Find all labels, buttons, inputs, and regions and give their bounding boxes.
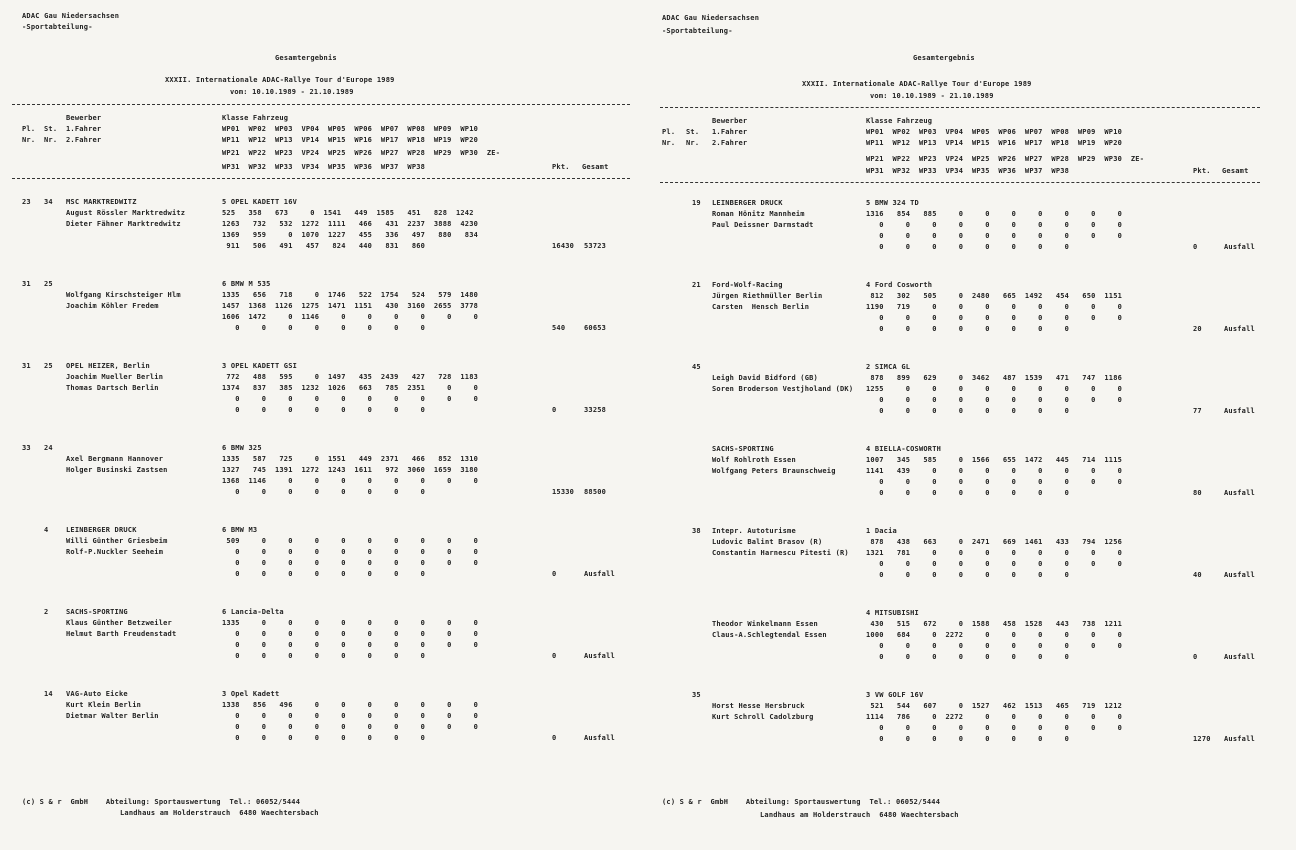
entry-times-row: 1327 745 1391 1272 1243 1611 972 3060 1659 3180 xyxy=(222,466,479,474)
entry-nr: 38 xyxy=(692,527,701,535)
col-klasse: Klasse Fahrzeug xyxy=(222,114,289,122)
entry-klasse: 3 OPEL KADETT GSI xyxy=(222,362,298,370)
entry-klasse: 3 Opel Kadett xyxy=(222,690,280,698)
entry-pkt: 40 xyxy=(1193,571,1202,579)
entry-pkt: 16430 xyxy=(552,242,575,250)
entry-times-row: 0 0 0 0 0 0 0 0 xyxy=(866,243,1070,251)
entry-gesamt: 53723 xyxy=(584,242,607,250)
page-heading: Gesamtergebnis xyxy=(275,54,337,62)
entry-fahrer1: Leigh David Bidford (GB) xyxy=(712,374,818,382)
entry-gesamt: 33258 xyxy=(584,406,607,414)
entry-times-row: 1190 719 0 0 0 0 0 0 0 0 xyxy=(866,303,1123,311)
org-department: -Sportabteilung- xyxy=(22,23,93,31)
page-heading: Gesamtergebnis xyxy=(913,54,975,62)
entry-times-row: 0 0 0 0 0 0 0 0 0 0 xyxy=(866,642,1123,650)
entry-times-row: 525 358 673 0 1541 449 1585 451 828 1242 xyxy=(222,209,474,217)
entry-klasse: 1 Dacia xyxy=(866,527,897,535)
entry-fahrer2: Helmut Barth Freudenstadt xyxy=(66,630,177,638)
col-fahrer1: 1.Fahrer xyxy=(712,128,748,136)
entry-fahrer1: Willi Günther Griesbeim xyxy=(66,537,168,545)
entry-bewerber: Ford-Wolf-Racing xyxy=(712,281,783,289)
entry-gesamt: Ausfall xyxy=(1224,325,1255,333)
entry-bewerber: LEINBERGER DRUCK xyxy=(712,199,783,207)
entry-times-row: 509 0 0 0 0 0 0 0 0 0 xyxy=(222,537,479,545)
entry-nr: 2 xyxy=(44,608,49,616)
entry-pkt: 20 xyxy=(1193,325,1202,333)
entry-times-row: 1335 0 0 0 0 0 0 0 0 0 xyxy=(222,619,479,627)
col-fahrer2: 2.Fahrer xyxy=(712,139,748,147)
entry-pkt: 0 xyxy=(1193,243,1198,251)
entry-pkt: 0 xyxy=(552,570,557,578)
entry-fahrer2: Paul Deissner Darmstadt xyxy=(712,221,814,229)
entry-fahrer2: Holger Businski Zastsen xyxy=(66,466,168,474)
entry-times-row: 0 0 0 0 0 0 0 0 0 0 xyxy=(222,712,479,720)
entry-times-row: 0 0 0 0 0 0 0 0 xyxy=(222,406,426,414)
col-gesamt: Gesamt xyxy=(582,163,609,171)
entry-times-row: 0 0 0 0 0 0 0 0 0 0 xyxy=(866,560,1123,568)
entry-times-row: 1255 0 0 0 0 0 0 0 0 0 xyxy=(866,385,1123,393)
entry-fahrer2: Wolfgang Peters Braunschweig xyxy=(712,467,836,475)
col-st: St. xyxy=(686,128,700,136)
entry-times-row: 1335 587 725 0 1551 449 2371 466 852 1310 xyxy=(222,455,479,463)
entry-fahrer1: Joachim Mueller Berlin xyxy=(66,373,164,381)
entry-pkt: 15330 xyxy=(552,488,575,496)
header-rule-top xyxy=(12,104,630,105)
col-wp-row2: WP11 WP12 WP13 VP14 WP15 WP16 WP17 WP18 WP19 WP20 xyxy=(866,139,1123,147)
entry-nr: 25 xyxy=(44,362,53,370)
col-nr: Nr. xyxy=(662,139,676,147)
entry-pl: 31 xyxy=(22,280,31,288)
entry-bewerber: SACHS-SPORTING xyxy=(712,445,774,453)
org-department: -Sportabteilung- xyxy=(662,27,733,35)
entry-gesamt: Ausfall xyxy=(584,652,615,660)
entry-fahrer1: Axel Bergmann Hannover xyxy=(66,455,164,463)
entry-gesamt: Ausfall xyxy=(584,570,615,578)
col-pkt: Pkt. xyxy=(552,163,570,171)
entry-fahrer2: Kurt Schroll Cadolzburg xyxy=(712,713,814,721)
entry-times-row: 0 0 0 0 0 0 0 0 0 0 xyxy=(866,221,1123,229)
entry-gesamt: Ausfall xyxy=(1224,571,1255,579)
col-wp-row4: WP31 WP32 WP33 VP34 WP35 WP36 WP37 WP38 xyxy=(222,163,426,171)
col-fahrer2: 2.Fahrer xyxy=(66,136,102,144)
entry-klasse: 4 Ford Cosworth xyxy=(866,281,933,289)
event-dates: vom: 10.10.1989 - 21.10.1989 xyxy=(230,88,354,96)
entry-fahrer2: Soren Broderson Vestjholand (DK) xyxy=(712,385,854,393)
entry-gesamt: Ausfall xyxy=(584,734,615,742)
entry-times-row: 1369 959 0 1070 1227 455 336 497 880 834 xyxy=(222,231,479,239)
entry-times-row: 0 0 0 0 0 0 0 0 xyxy=(222,570,426,578)
entry-fahrer1: Kurt Klein Berlin xyxy=(66,701,142,709)
col-nr2: Nr. xyxy=(686,139,700,147)
entry-nr: 19 xyxy=(692,199,701,207)
entry-times-row: 0 0 0 0 0 0 0 0 0 0 xyxy=(866,314,1123,322)
footer-company: (c) S & r GmbH Abteilung: Sportauswertung Tel.: 06052/5444 xyxy=(662,798,941,806)
entry-pkt: 0 xyxy=(552,734,557,742)
event-title: XXXII. Internationale ADAC-Rallye Tour d'Europe 1989 xyxy=(165,76,395,84)
entry-pkt: 77 xyxy=(1193,407,1202,415)
col-nr2: Nr. xyxy=(44,136,58,144)
entry-klasse: 6 Lancia-Delta xyxy=(222,608,284,616)
entry-times-row: 0 0 0 0 0 0 0 0 0 0 xyxy=(222,395,479,403)
entry-fahrer2: Rolf-P.Nuckler Seeheim xyxy=(66,548,164,556)
footer-company: (c) S & r GmbH Abteilung: Sportauswertung Tel.: 06052/5444 xyxy=(22,798,301,806)
entry-times-row: 0 0 0 0 0 0 0 0 xyxy=(222,324,426,332)
entry-times-row: 1374 837 385 1232 1026 663 785 2351 0 0 xyxy=(222,384,479,392)
entry-klasse: 5 OPEL KADETT 16V xyxy=(222,198,298,206)
entry-fahrer2: Claus-A.Schlegtendal Essen xyxy=(712,631,827,639)
entry-fahrer2: Thomas Dartsch Berlin xyxy=(66,384,159,392)
entry-times-row: 0 0 0 0 0 0 0 0 0 0 xyxy=(866,724,1123,732)
entry-pl: 23 xyxy=(22,198,31,206)
entry-times-row: 772 488 595 0 1497 435 2439 427 728 1183 xyxy=(222,373,479,381)
entry-times-row: 1321 781 0 0 0 0 0 0 0 0 xyxy=(866,549,1123,557)
col-nr: Nr. xyxy=(22,136,36,144)
entry-gesamt: Ausfall xyxy=(1224,243,1255,251)
entry-times-row: 0 0 0 0 0 0 0 0 xyxy=(222,734,426,742)
entry-times-row: 0 0 0 0 0 0 0 0 0 0 xyxy=(222,641,479,649)
entry-gesamt: 60653 xyxy=(584,324,607,332)
entry-bewerber: VAG-Auto Eicke xyxy=(66,690,128,698)
entry-pkt: 0 xyxy=(1193,653,1198,661)
entry-bewerber: OPEL HEIZER, Berlin xyxy=(66,362,150,370)
org-name: ADAC Gau Niedersachsen xyxy=(662,14,760,22)
header-rule-top xyxy=(660,107,1260,108)
entry-fahrer1: Roman Hönitz Mannheim xyxy=(712,210,805,218)
entry-klasse: 6 BMW 325 xyxy=(222,444,262,452)
left-page xyxy=(0,0,640,850)
col-bewerber: Bewerber xyxy=(712,117,748,125)
entry-fahrer2: Dieter Fähner Marktredwitz xyxy=(66,220,181,228)
entry-times-row: 911 506 491 457 824 440 831 860 xyxy=(222,242,426,250)
entry-times-row: 1316 854 885 0 0 0 0 0 0 0 xyxy=(866,210,1123,218)
col-wp-row1: WP01 WP02 WP03 VP04 WP05 WP06 WP07 WP08 WP09 WP10 xyxy=(222,125,479,133)
col-klasse: Klasse Fahrzeug xyxy=(866,117,933,125)
entry-fahrer2: Constantin Harnescu Pitesti (R) xyxy=(712,549,849,557)
entry-times-row: 1114 786 0 2272 0 0 0 0 0 0 xyxy=(866,713,1123,721)
entry-times-row: 0 0 0 0 0 0 0 0 xyxy=(866,735,1070,743)
entry-times-row: 878 438 663 0 2471 669 1461 433 794 1256 xyxy=(866,538,1123,546)
entry-times-row: 1338 856 496 0 0 0 0 0 0 0 xyxy=(222,701,479,709)
entry-fahrer1: Wolfgang Kirschsteiger Hlm xyxy=(66,291,181,299)
entry-times-row: 878 899 629 0 3462 487 1539 471 747 1186 xyxy=(866,374,1123,382)
entry-klasse: 4 BIELLA-COSWORTH xyxy=(866,445,942,453)
entry-pkt: 540 xyxy=(552,324,566,332)
footer-address: Landhaus am Holderstrauch 6480 Waechtersbach xyxy=(760,811,959,819)
entry-pkt: 80 xyxy=(1193,489,1202,497)
entry-times-row: 1263 732 532 1272 1111 466 431 2237 3888 4230 xyxy=(222,220,479,228)
entry-times-row: 0 0 0 0 0 0 0 0 xyxy=(866,653,1070,661)
entry-times-row: 430 515 672 0 1588 458 1528 443 738 1211 xyxy=(866,620,1123,628)
entry-nr: 25 xyxy=(44,280,53,288)
entry-bewerber: LEINBERGER DRUCK xyxy=(66,526,137,534)
entry-fahrer2: Dietmar Walter Berlin xyxy=(66,712,159,720)
col-fahrer1: 1.Fahrer xyxy=(66,125,102,133)
col-wp-row1: WP01 WP02 WP03 VP04 WP05 WP06 WP07 WP08 WP09 WP10 xyxy=(866,128,1123,136)
entry-gesamt: Ausfall xyxy=(1224,489,1255,497)
entry-times-row: 1368 1146 0 0 0 0 0 0 0 0 xyxy=(222,477,479,485)
entry-nr: 21 xyxy=(692,281,701,289)
entry-times-row: 0 0 0 0 0 0 0 0 xyxy=(222,652,426,660)
entry-klasse: 3 VW GOLF 16V xyxy=(866,691,924,699)
entry-gesamt: Ausfall xyxy=(1224,735,1255,743)
entry-pkt: 0 xyxy=(552,406,557,414)
entry-times-row: 0 0 0 0 0 0 0 0 0 0 xyxy=(222,630,479,638)
entry-pl: 31 xyxy=(22,362,31,370)
entry-gesamt: Ausfall xyxy=(1224,653,1255,661)
col-wp-row3: WP21 WP22 WP23 VP24 WP25 WP26 WP27 WP28 WP29 WP30 ZE- xyxy=(866,155,1145,163)
col-pl: Pl. xyxy=(662,128,676,136)
entry-times-row: 1335 656 718 0 1746 522 1754 524 579 1480 xyxy=(222,291,479,299)
footer-address: Landhaus am Holderstrauch 6480 Waechtersbach xyxy=(120,809,319,817)
entry-times-row: 0 0 0 0 0 0 0 0 0 0 xyxy=(866,478,1123,486)
entry-nr: 45 xyxy=(692,363,701,371)
entry-fahrer1: Jürgen Riethmüller Berlin xyxy=(712,292,823,300)
entry-bewerber: Intepr. Autoturisme xyxy=(712,527,796,535)
col-gesamt: Gesamt xyxy=(1222,167,1249,175)
entry-times-row: 0 0 0 0 0 0 0 0 0 0 xyxy=(866,396,1123,404)
col-wp-row4: WP31 WP32 WP33 VP34 WP35 WP36 WP37 WP38 xyxy=(866,167,1070,175)
entry-fahrer1: Theodor Winkelmann Essen xyxy=(712,620,818,628)
right-page xyxy=(648,0,1288,850)
entry-bewerber: MSC MARKTREDWITZ xyxy=(66,198,137,206)
entry-pkt: 0 xyxy=(552,652,557,660)
entry-nr: 4 xyxy=(44,526,49,534)
entry-times-row: 1000 684 0 2272 0 0 0 0 0 0 xyxy=(866,631,1123,639)
entry-times-row: 0 0 0 0 0 0 0 0 0 0 xyxy=(222,559,479,567)
entry-nr: 34 xyxy=(44,198,53,206)
entry-times-row: 0 0 0 0 0 0 0 0 xyxy=(866,407,1070,415)
entry-klasse: 4 MITSUBISHI xyxy=(866,609,919,617)
entry-times-row: 812 302 505 0 2480 665 1492 454 650 1151 xyxy=(866,292,1123,300)
col-st: St. xyxy=(44,125,58,133)
entry-gesamt: Ausfall xyxy=(1224,407,1255,415)
entry-gesamt: 88500 xyxy=(584,488,607,496)
header-rule-bottom xyxy=(12,178,630,179)
entry-times-row: 1007 345 585 0 1566 655 1472 445 714 1115 xyxy=(866,456,1123,464)
entry-bewerber: SACHS-SPORTING xyxy=(66,608,128,616)
entry-times-row: 1606 1472 0 1146 0 0 0 0 0 0 xyxy=(222,313,479,321)
entry-fahrer1: Horst Hesse Hersbruck xyxy=(712,702,805,710)
org-name: ADAC Gau Niedersachsen xyxy=(22,12,120,20)
entry-fahrer1: Wolf Rohlroth Essen xyxy=(712,456,796,464)
col-wp-row2: WP11 WP12 WP13 VP14 WP15 WP16 WP17 WP18 WP19 WP20 xyxy=(222,136,479,144)
entry-times-row: 0 0 0 0 0 0 0 0 xyxy=(866,325,1070,333)
header-rule-bottom xyxy=(660,182,1260,183)
entry-fahrer2: Joachim Köhler Fredem xyxy=(66,302,159,310)
entry-klasse: 6 BMW M3 xyxy=(222,526,258,534)
entry-nr: 24 xyxy=(44,444,53,452)
entry-times-row: 1141 439 0 0 0 0 0 0 0 0 xyxy=(866,467,1123,475)
entry-pkt: 1270 xyxy=(1193,735,1211,743)
col-pl: Pl. xyxy=(22,125,36,133)
entry-nr: 35 xyxy=(692,691,701,699)
entry-times-row: 0 0 0 0 0 0 0 0 xyxy=(866,489,1070,497)
entry-times-row: 521 544 607 0 1527 462 1513 465 719 1212 xyxy=(866,702,1123,710)
entry-times-row: 1457 1368 1126 1275 1471 1151 430 3160 2655 3778 xyxy=(222,302,479,310)
entry-times-row: 0 0 0 0 0 0 0 0 0 0 xyxy=(222,548,479,556)
entry-klasse: 2 SIMCA GL xyxy=(866,363,911,371)
col-pkt: Pkt. xyxy=(1193,167,1211,175)
entry-pl: 33 xyxy=(22,444,31,452)
entry-klasse: 6 BMW M 535 xyxy=(222,280,271,288)
entry-times-row: 0 0 0 0 0 0 0 0 0 0 xyxy=(866,232,1123,240)
entry-klasse: 5 BMW 324 TD xyxy=(866,199,919,207)
entry-times-row: 0 0 0 0 0 0 0 0 xyxy=(222,488,426,496)
entry-fahrer1: August Rössler Marktredwitz xyxy=(66,209,186,217)
entry-times-row: 0 0 0 0 0 0 0 0 0 0 xyxy=(222,723,479,731)
col-bewerber: Bewerber xyxy=(66,114,102,122)
entry-nr: 14 xyxy=(44,690,53,698)
event-dates: vom: 10.10.1989 - 21.10.1989 xyxy=(870,92,994,100)
col-wp-row3: WP21 WP22 WP23 VP24 WP25 WP26 WP27 WP28 WP29 WP30 ZE- xyxy=(222,149,501,157)
event-title: XXXII. Internationale ADAC-Rallye Tour d'Europe 1989 xyxy=(802,80,1032,88)
entry-fahrer1: Klaus Günther Betzweiler xyxy=(66,619,172,627)
entry-fahrer1: Ludovic Balint Brasov (R) xyxy=(712,538,823,546)
entry-times-row: 0 0 0 0 0 0 0 0 xyxy=(866,571,1070,579)
entry-fahrer2: Carsten Hensch Berlin xyxy=(712,303,810,311)
